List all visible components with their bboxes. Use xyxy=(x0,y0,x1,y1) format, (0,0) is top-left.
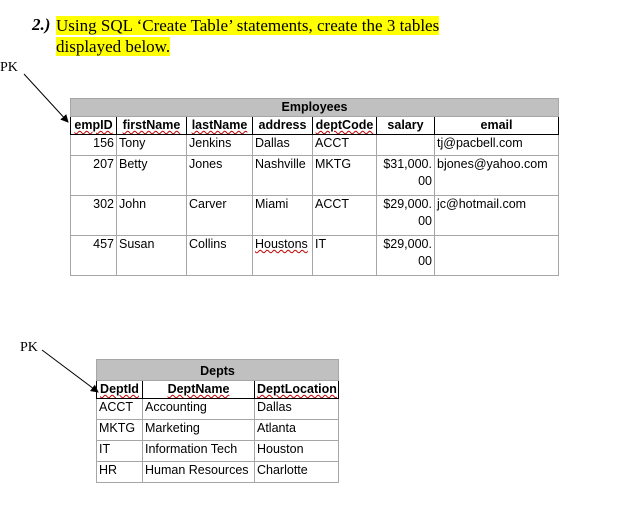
question-line-2: displayed below. xyxy=(56,37,171,56)
cell: Tony xyxy=(117,135,187,156)
table-row xyxy=(97,399,339,420)
col-deptname: DeptName xyxy=(143,381,255,399)
col-email: email xyxy=(435,117,559,135)
pk-label-employees: PK xyxy=(0,60,18,75)
employees-title: Employees xyxy=(71,99,559,117)
table-row xyxy=(97,462,339,483)
table-row xyxy=(71,156,559,196)
cell xyxy=(377,135,435,156)
table-row xyxy=(71,196,559,236)
cell: Jones xyxy=(187,156,253,196)
table-row xyxy=(71,135,559,156)
question-line-1: Using SQL ‘Create Table’ statements, create the 3 tables xyxy=(56,16,440,35)
cell: Human Resources xyxy=(143,462,255,483)
cell: Houston xyxy=(255,441,339,462)
cell: Miami xyxy=(253,196,313,236)
depts-table xyxy=(96,359,339,483)
cell: $29,000.00 xyxy=(377,196,435,236)
cell: Dallas xyxy=(255,399,339,420)
cell: Charlotte xyxy=(255,462,339,483)
table-row xyxy=(97,420,339,441)
pk-arrow-employees xyxy=(24,74,68,122)
col-address: address xyxy=(253,117,313,135)
question-number: 2.) xyxy=(32,15,51,34)
cell: Marketing xyxy=(143,420,255,441)
pk-label-depts: PK xyxy=(20,340,38,355)
cell: MKTG xyxy=(97,420,143,441)
col-salary: salary xyxy=(377,117,435,135)
cell: Accounting xyxy=(143,399,255,420)
cell: tj@pacbell.com xyxy=(435,135,559,156)
cell: bjones@yahoo.com xyxy=(435,156,559,196)
cell: Carver xyxy=(187,196,253,236)
cell: John xyxy=(117,196,187,236)
cell: Collins xyxy=(187,236,253,276)
cell: ACCT xyxy=(97,399,143,420)
cell xyxy=(435,236,559,276)
cell: Information Tech xyxy=(143,441,255,462)
cell: MKTG xyxy=(313,156,377,196)
cell: 302 xyxy=(71,196,117,236)
cell: Susan xyxy=(117,236,187,276)
cell: IT xyxy=(313,236,377,276)
cell: Jenkins xyxy=(187,135,253,156)
table-row xyxy=(97,441,339,462)
cell: ACCT xyxy=(313,135,377,156)
employees-table xyxy=(70,98,559,276)
cell: Betty xyxy=(117,156,187,196)
cell: Houstons xyxy=(253,236,313,276)
cell: 156 xyxy=(71,135,117,156)
table-row xyxy=(71,236,559,276)
cell: Atlanta xyxy=(255,420,339,441)
cell: $29,000.00 xyxy=(377,236,435,276)
pk-arrow-depts xyxy=(42,350,98,392)
col-lastname: lastName xyxy=(187,117,253,135)
cell: Dallas xyxy=(253,135,313,156)
cell: 457 xyxy=(71,236,117,276)
col-firstname: firstName xyxy=(117,117,187,135)
cell: $31,000.00 xyxy=(377,156,435,196)
cell: HR xyxy=(97,462,143,483)
col-deptid: DeptId xyxy=(97,381,143,399)
col-deptcode: deptCode xyxy=(313,117,377,135)
cell: IT xyxy=(97,441,143,462)
cell: ACCT xyxy=(313,196,377,236)
cell: jc@hotmail.com xyxy=(435,196,559,236)
cell: 207 xyxy=(71,156,117,196)
col-empid: empID xyxy=(71,117,117,135)
col-deptlocation: DeptLocation xyxy=(255,381,339,399)
cell: Nashville xyxy=(253,156,313,196)
depts-title: Depts xyxy=(97,360,339,381)
